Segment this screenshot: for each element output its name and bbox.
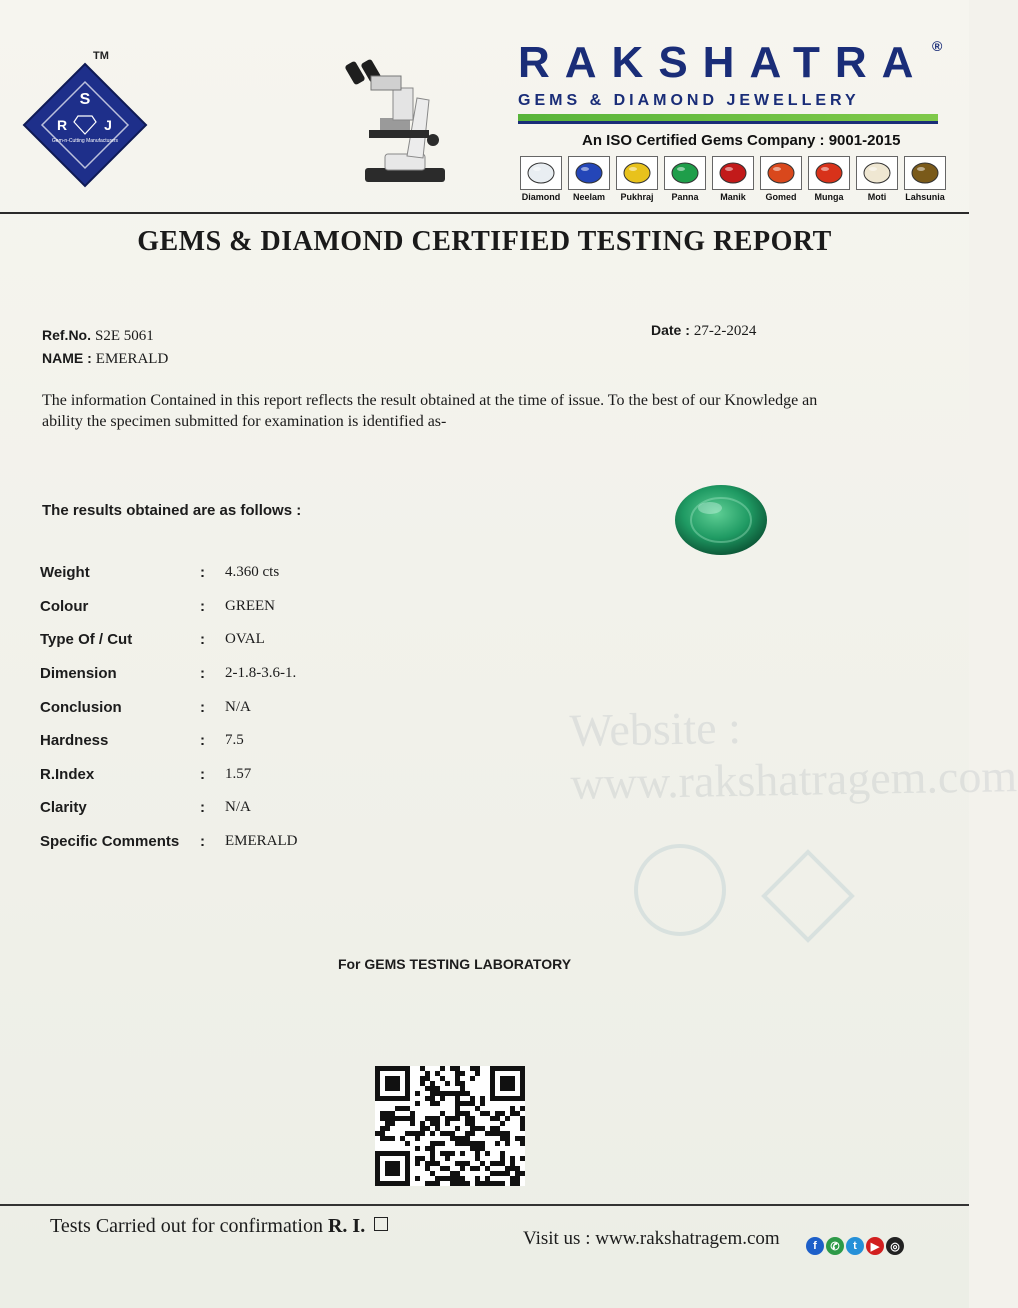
seal-watermark bbox=[630, 840, 730, 940]
gem-label: Panna bbox=[671, 192, 699, 202]
lahsunia-gem-icon bbox=[904, 156, 946, 190]
srj-logo bbox=[20, 60, 150, 190]
result-label: Specific Comments bbox=[40, 833, 180, 850]
pukhraj-gem-icon bbox=[616, 156, 658, 190]
result-label: R.Index bbox=[40, 766, 95, 783]
microscope-icon bbox=[345, 58, 455, 186]
result-value: N/A bbox=[225, 699, 251, 715]
social-icons bbox=[806, 1237, 904, 1255]
gem-pukhraj bbox=[614, 156, 660, 202]
result-colon: : bbox=[200, 766, 205, 783]
qr-code[interactable] bbox=[375, 1066, 525, 1186]
brand-blue-bar bbox=[518, 121, 938, 124]
twitter-icon[interactable]: t bbox=[846, 1237, 864, 1255]
website-watermark: Website : www.rakshatragem.com bbox=[569, 701, 1018, 809]
tests-text: Tests Carried out for confirmation bbox=[50, 1215, 323, 1237]
munga-gem-icon bbox=[808, 156, 850, 190]
name-label: NAME : bbox=[42, 350, 92, 366]
result-label: Type Of / Cut bbox=[40, 631, 133, 648]
brand-block bbox=[518, 40, 948, 124]
result-value: 7.5 bbox=[225, 732, 244, 748]
result-value: 2-1.8-3.6-1. bbox=[225, 665, 297, 681]
brand-green-bar bbox=[518, 114, 938, 121]
result-label: Dimension bbox=[40, 665, 117, 682]
gem-label: Pukhraj bbox=[620, 192, 654, 202]
diamond-watermark bbox=[758, 846, 858, 946]
website-link[interactable]: Visit us : www.rakshatragem.com bbox=[523, 1228, 780, 1249]
brand-name: RAKSHATRA bbox=[518, 38, 929, 87]
manik-gem-icon bbox=[712, 156, 754, 190]
result-label: Colour bbox=[40, 598, 89, 615]
gem-label: Munga bbox=[814, 192, 844, 202]
registered-mark: ® bbox=[932, 38, 943, 54]
ref-number bbox=[42, 327, 154, 345]
ref-label: Ref.No. bbox=[42, 327, 91, 343]
gomed-gem-icon bbox=[760, 156, 802, 190]
logo-letter-j: J bbox=[104, 117, 112, 133]
emerald-stone-photo bbox=[672, 482, 770, 558]
gem-munga bbox=[806, 156, 852, 202]
result-label: Clarity bbox=[40, 799, 87, 816]
gem-panna bbox=[662, 156, 708, 202]
logo-letter-r: R bbox=[56, 117, 68, 133]
result-colon: : bbox=[200, 833, 205, 850]
result-colon: : bbox=[200, 799, 205, 816]
youtube-icon[interactable]: ▶ bbox=[866, 1237, 884, 1255]
date-value: 27-2-2024 bbox=[693, 323, 757, 339]
gem-label: Lahsunia bbox=[905, 192, 945, 202]
result-value: 4.360 cts bbox=[225, 564, 280, 580]
result-value: 1.57 bbox=[225, 766, 252, 782]
gem-diamond bbox=[518, 156, 564, 202]
result-colon: : bbox=[200, 732, 205, 749]
result-value: OVAL bbox=[225, 631, 265, 647]
gem-lahsunia bbox=[902, 156, 948, 202]
result-label: Hardness bbox=[40, 732, 109, 749]
result-value: N/A bbox=[225, 799, 251, 815]
header-divider bbox=[0, 212, 969, 214]
name-value: EMERALD bbox=[95, 351, 169, 367]
result-label: Conclusion bbox=[40, 699, 122, 716]
ref-value: S2E 5061 bbox=[95, 328, 154, 344]
info-paragraph: The information Contained in this report reflects the result obtained at the time of issue. To the best of our Knowledge an ability the specimen submitted for examination is identified as- bbox=[42, 392, 818, 430]
gem-label: Gomed bbox=[765, 192, 797, 202]
instagram-icon[interactable]: ◎ bbox=[886, 1237, 904, 1255]
logo-caption: Gem-n-Cutting Manufacturers bbox=[51, 138, 119, 144]
gem-strip bbox=[518, 156, 948, 202]
result-value: EMERALD bbox=[225, 833, 298, 849]
gem-manik bbox=[710, 156, 756, 202]
gem-label: Neelam bbox=[572, 192, 606, 202]
facebook-icon[interactable]: f bbox=[806, 1237, 824, 1255]
diamond-gem-icon bbox=[520, 156, 562, 190]
tests-note bbox=[50, 1215, 388, 1238]
gem-label: Manik bbox=[720, 192, 746, 202]
result-colon: : bbox=[200, 665, 205, 682]
brand-subtitle: GEMS & DIAMOND JEWELLERY bbox=[518, 92, 860, 109]
result-colon: : bbox=[200, 564, 205, 581]
gem-label: Moti bbox=[867, 192, 887, 202]
whatsapp-icon[interactable]: ✆ bbox=[826, 1237, 844, 1255]
result-value: GREEN bbox=[225, 598, 275, 614]
ri-checkbox[interactable] bbox=[374, 1217, 388, 1231]
report-date bbox=[651, 322, 756, 340]
result-colon: : bbox=[200, 598, 205, 615]
moti-gem-icon bbox=[856, 156, 898, 190]
gem-neelam bbox=[566, 156, 612, 202]
gem-moti bbox=[854, 156, 900, 202]
ri-label: R. I. bbox=[327, 1215, 366, 1237]
specimen-name bbox=[42, 350, 168, 368]
report-title: GEMS & DIAMOND CERTIFIED TESTING REPORT bbox=[137, 226, 832, 257]
trademark-mark: TM bbox=[93, 50, 109, 62]
gem-gomed bbox=[758, 156, 804, 202]
results-heading: The results obtained are as follows : bbox=[42, 502, 302, 519]
logo-letter-s: S bbox=[79, 91, 91, 108]
iso-certification: An ISO Certified Gems Company : 9001-2015 bbox=[582, 132, 901, 149]
date-label: Date : bbox=[651, 322, 690, 338]
result-label: Weight bbox=[40, 564, 90, 581]
result-colon: : bbox=[200, 631, 205, 648]
result-colon: : bbox=[200, 699, 205, 716]
panna-gem-icon bbox=[664, 156, 706, 190]
neelam-gem-icon bbox=[568, 156, 610, 190]
lab-signature: For GEMS TESTING LABORATORY bbox=[337, 956, 572, 972]
footer-divider bbox=[0, 1204, 969, 1206]
gem-label: Diamond bbox=[521, 192, 561, 202]
